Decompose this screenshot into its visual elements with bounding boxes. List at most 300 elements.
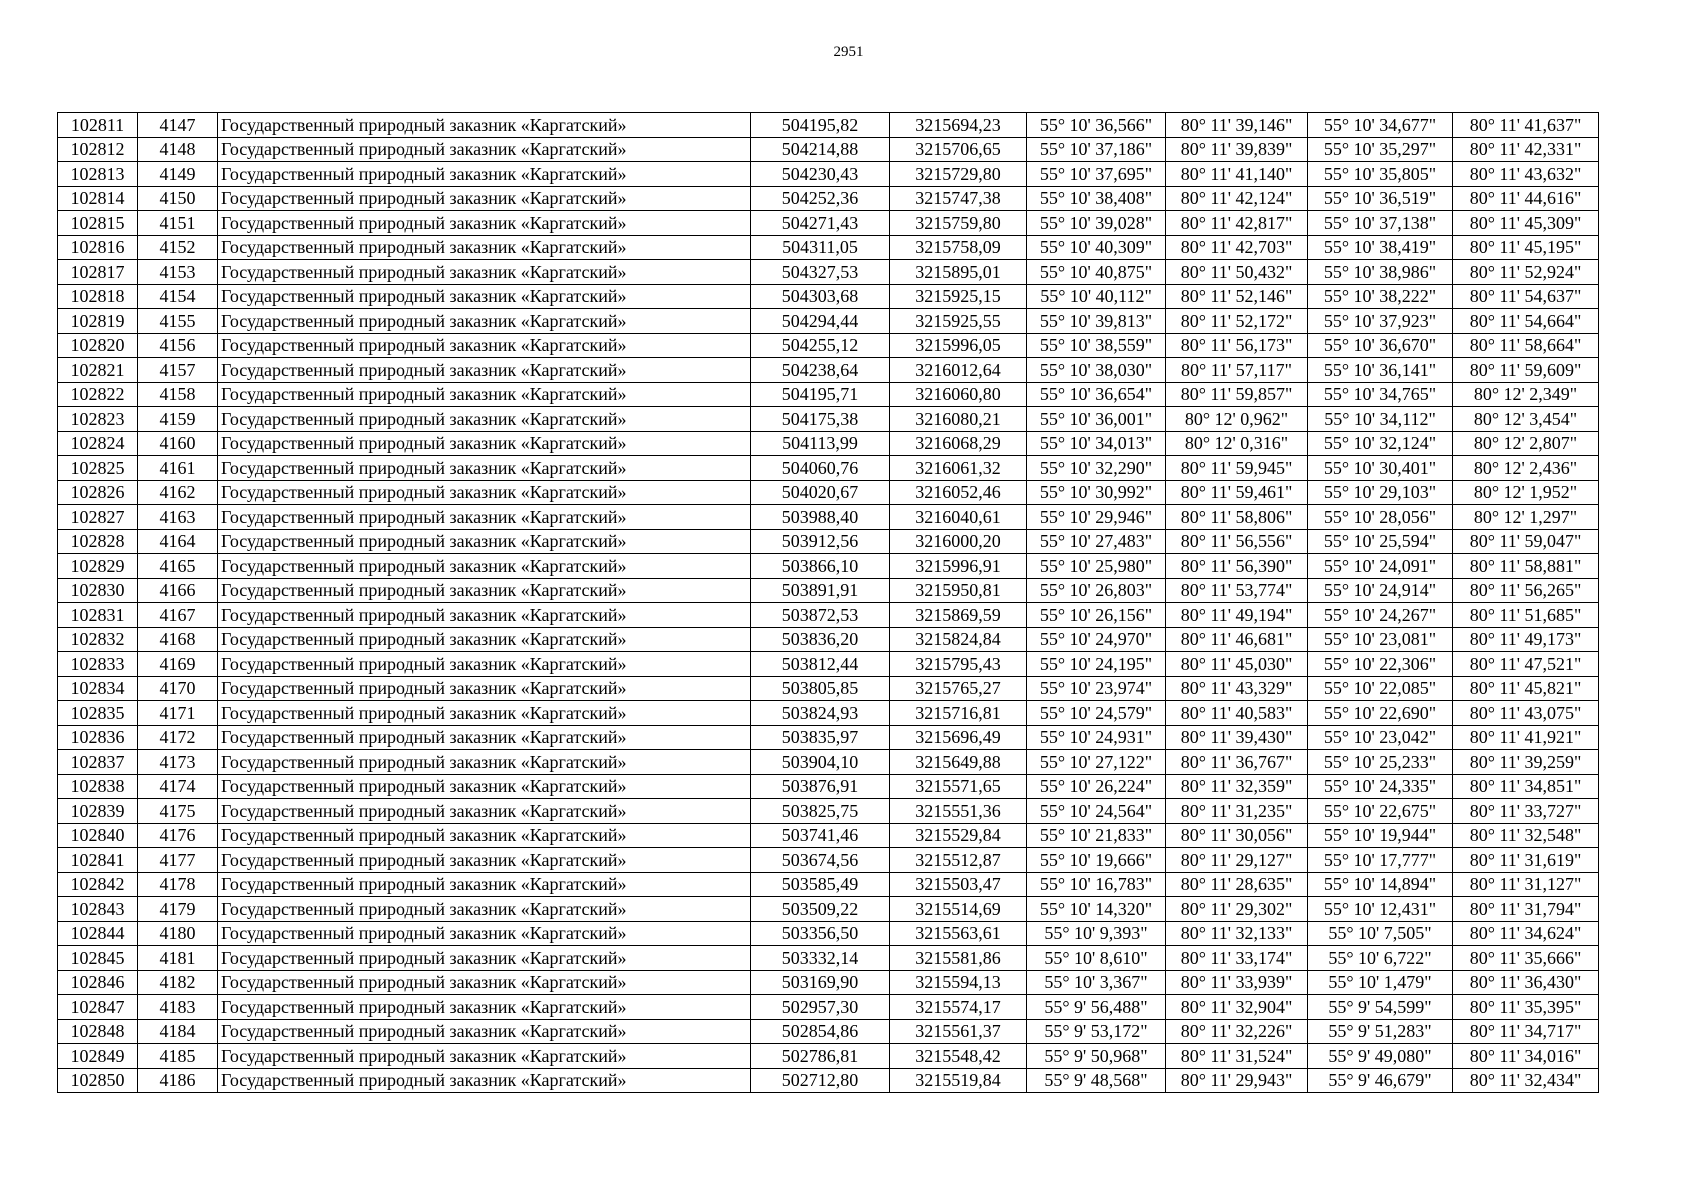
point-number-cell: 4177 [138,848,218,873]
latitude-2-cell: 55° 10' 23,081" [1308,627,1453,652]
page-number: 2951 [833,44,864,60]
row-id-cell: 102817 [58,260,138,285]
x-coordinate-cell: 504113,99 [751,431,890,456]
point-number-cell: 4166 [138,578,218,603]
y-coordinate-cell: 3216068,29 [890,431,1027,456]
point-number-cell: 4178 [138,872,218,897]
latitude-1-cell: 55° 10' 27,122" [1027,750,1166,775]
zone-name-cell: Государственный природный заказник «Каргатский» [218,1044,751,1069]
longitude-1-cell: 80° 11' 32,904" [1166,995,1308,1020]
point-number-cell: 4150 [138,186,218,211]
latitude-2-cell: 55° 10' 24,335" [1308,774,1453,799]
table-row [58,162,1599,187]
latitude-1-cell: 55° 10' 24,579" [1027,701,1166,726]
longitude-1-cell: 80° 11' 29,127" [1166,848,1308,873]
latitude-1-cell: 55° 10' 27,483" [1027,529,1166,554]
row-id-cell: 102837 [58,750,138,775]
latitude-2-cell: 55° 10' 6,722" [1308,946,1453,971]
row-id-cell: 102818 [58,284,138,309]
table-row [58,578,1599,603]
y-coordinate-cell: 3215996,05 [890,333,1027,358]
point-number-cell: 4148 [138,137,218,162]
longitude-2-cell: 80° 11' 34,851" [1453,774,1599,799]
latitude-1-cell: 55° 10' 39,028" [1027,211,1166,236]
x-coordinate-cell: 503169,90 [751,970,890,995]
zone-name-cell: Государственный природный заказник «Каргатский» [218,382,751,407]
row-id-cell: 102821 [58,358,138,383]
table-row [58,1044,1599,1069]
y-coordinate-cell: 3216080,21 [890,407,1027,432]
latitude-1-cell: 55° 10' 3,367" [1027,970,1166,995]
x-coordinate-cell: 504238,64 [751,358,890,383]
y-coordinate-cell: 3215594,13 [890,970,1027,995]
point-number-cell: 4179 [138,897,218,922]
point-number-cell: 4154 [138,284,218,309]
table-row [58,505,1599,530]
longitude-2-cell: 80° 11' 39,259" [1453,750,1599,775]
y-coordinate-cell: 3215925,55 [890,309,1027,334]
longitude-2-cell: 80° 12' 1,952" [1453,480,1599,505]
latitude-2-cell: 55° 10' 35,805" [1308,162,1453,187]
x-coordinate-cell: 503824,93 [751,701,890,726]
longitude-2-cell: 80° 11' 59,047" [1453,529,1599,554]
latitude-2-cell: 55° 9' 49,080" [1308,1044,1453,1069]
longitude-1-cell: 80° 11' 59,857" [1166,382,1308,407]
point-number-cell: 4175 [138,799,218,824]
table-row [58,309,1599,334]
x-coordinate-cell: 504020,67 [751,480,890,505]
row-id-cell: 102841 [58,848,138,873]
table-row [58,872,1599,897]
x-coordinate-cell: 503835,97 [751,725,890,750]
x-coordinate-cell: 504230,43 [751,162,890,187]
point-number-cell: 4147 [138,113,218,138]
x-coordinate-cell: 503988,40 [751,505,890,530]
longitude-1-cell: 80° 11' 42,817" [1166,211,1308,236]
longitude-1-cell: 80° 11' 41,140" [1166,162,1308,187]
latitude-1-cell: 55° 10' 26,224" [1027,774,1166,799]
zone-name-cell: Государственный природный заказник «Каргатский» [218,431,751,456]
latitude-2-cell: 55° 10' 28,056" [1308,505,1453,530]
x-coordinate-cell: 503509,22 [751,897,890,922]
longitude-1-cell: 80° 11' 32,359" [1166,774,1308,799]
table-row [58,456,1599,481]
latitude-1-cell: 55° 10' 32,290" [1027,456,1166,481]
row-id-cell: 102823 [58,407,138,432]
latitude-2-cell: 55° 10' 37,138" [1308,211,1453,236]
longitude-2-cell: 80° 11' 31,127" [1453,872,1599,897]
x-coordinate-cell: 502786,81 [751,1044,890,1069]
latitude-2-cell: 55° 10' 12,431" [1308,897,1453,922]
row-id-cell: 102831 [58,603,138,628]
y-coordinate-cell: 3215895,01 [890,260,1027,285]
point-number-cell: 4173 [138,750,218,775]
x-coordinate-cell: 503805,85 [751,676,890,701]
table-row [58,897,1599,922]
longitude-1-cell: 80° 11' 56,556" [1166,529,1308,554]
latitude-2-cell: 55° 10' 25,594" [1308,529,1453,554]
point-number-cell: 4161 [138,456,218,481]
zone-name-cell: Государственный природный заказник «Каргатский» [218,848,751,873]
y-coordinate-cell: 3215574,17 [890,995,1027,1020]
y-coordinate-cell: 3215563,61 [890,921,1027,946]
point-number-cell: 4181 [138,946,218,971]
latitude-2-cell: 55° 10' 38,222" [1308,284,1453,309]
zone-name-cell: Государственный природный заказник «Каргатский» [218,554,751,579]
zone-name-cell: Государственный природный заказник «Каргатский» [218,456,751,481]
point-number-cell: 4152 [138,235,218,260]
y-coordinate-cell: 3216012,64 [890,358,1027,383]
y-coordinate-cell: 3215561,37 [890,1019,1027,1044]
y-coordinate-cell: 3215824,84 [890,627,1027,652]
longitude-1-cell: 80° 11' 53,774" [1166,578,1308,603]
x-coordinate-cell: 503812,44 [751,652,890,677]
table-row [58,603,1599,628]
longitude-2-cell: 80° 12' 1,297" [1453,505,1599,530]
y-coordinate-cell: 3215548,42 [890,1044,1027,1069]
row-id-cell: 102824 [58,431,138,456]
table-row [58,333,1599,358]
y-coordinate-cell: 3215706,65 [890,137,1027,162]
zone-name-cell: Государственный природный заказник «Каргатский» [218,309,751,334]
row-id-cell: 102844 [58,921,138,946]
longitude-2-cell: 80° 11' 51,685" [1453,603,1599,628]
zone-name-cell: Государственный природный заказник «Каргатский» [218,480,751,505]
y-coordinate-cell: 3215950,81 [890,578,1027,603]
longitude-1-cell: 80° 11' 39,839" [1166,137,1308,162]
table-row [58,848,1599,873]
longitude-1-cell: 80° 11' 39,430" [1166,725,1308,750]
row-id-cell: 102847 [58,995,138,1020]
latitude-1-cell: 55° 9' 48,568" [1027,1068,1166,1093]
latitude-1-cell: 55° 10' 40,875" [1027,260,1166,285]
latitude-1-cell: 55° 10' 36,001" [1027,407,1166,432]
point-number-cell: 4155 [138,309,218,334]
row-id-cell: 102826 [58,480,138,505]
table-body [58,113,1599,1093]
latitude-1-cell: 55° 9' 50,968" [1027,1044,1166,1069]
zone-name-cell: Государственный природный заказник «Каргатский» [218,627,751,652]
row-id-cell: 102848 [58,1019,138,1044]
longitude-1-cell: 80° 11' 32,226" [1166,1019,1308,1044]
latitude-2-cell: 55° 10' 1,479" [1308,970,1453,995]
latitude-1-cell: 55° 10' 19,666" [1027,848,1166,873]
row-id-cell: 102830 [58,578,138,603]
point-number-cell: 4168 [138,627,218,652]
y-coordinate-cell: 3215649,88 [890,750,1027,775]
latitude-2-cell: 55° 10' 24,267" [1308,603,1453,628]
longitude-2-cell: 80° 11' 54,664" [1453,309,1599,334]
latitude-1-cell: 55° 10' 36,654" [1027,382,1166,407]
longitude-1-cell: 80° 11' 46,681" [1166,627,1308,652]
longitude-1-cell: 80° 11' 57,117" [1166,358,1308,383]
latitude-2-cell: 55° 10' 38,986" [1308,260,1453,285]
y-coordinate-cell: 3215869,59 [890,603,1027,628]
latitude-2-cell: 55° 10' 34,112" [1308,407,1453,432]
latitude-1-cell: 55° 10' 40,309" [1027,235,1166,260]
point-number-cell: 4180 [138,921,218,946]
y-coordinate-cell: 3215514,69 [890,897,1027,922]
row-id-cell: 102850 [58,1068,138,1093]
point-number-cell: 4185 [138,1044,218,1069]
latitude-2-cell: 55° 10' 36,141" [1308,358,1453,383]
y-coordinate-cell: 3215551,36 [890,799,1027,824]
point-number-cell: 4151 [138,211,218,236]
longitude-2-cell: 80° 11' 31,794" [1453,897,1599,922]
latitude-2-cell: 55° 10' 30,401" [1308,456,1453,481]
table-row [58,358,1599,383]
longitude-1-cell: 80° 11' 40,583" [1166,701,1308,726]
latitude-1-cell: 55° 10' 16,783" [1027,872,1166,897]
longitude-2-cell: 80° 11' 43,632" [1453,162,1599,187]
point-number-cell: 4170 [138,676,218,701]
longitude-2-cell: 80° 11' 45,309" [1453,211,1599,236]
x-coordinate-cell: 503872,53 [751,603,890,628]
longitude-2-cell: 80° 11' 45,821" [1453,676,1599,701]
y-coordinate-cell: 3215529,84 [890,823,1027,848]
latitude-2-cell: 55° 10' 22,675" [1308,799,1453,824]
row-id-cell: 102819 [58,309,138,334]
zone-name-cell: Государственный природный заказник «Каргатский» [218,505,751,530]
table-row [58,701,1599,726]
x-coordinate-cell: 504214,88 [751,137,890,162]
longitude-2-cell: 80° 12' 2,436" [1453,456,1599,481]
table-row [58,137,1599,162]
row-id-cell: 102811 [58,113,138,138]
latitude-2-cell: 55° 10' 14,894" [1308,872,1453,897]
longitude-1-cell: 80° 11' 42,124" [1166,186,1308,211]
longitude-1-cell: 80° 11' 31,235" [1166,799,1308,824]
x-coordinate-cell: 504175,38 [751,407,890,432]
zone-name-cell: Государственный природный заказник «Каргатский» [218,137,751,162]
latitude-2-cell: 55° 10' 22,690" [1308,701,1453,726]
longitude-2-cell: 80° 11' 58,664" [1453,333,1599,358]
latitude-1-cell: 55° 10' 8,610" [1027,946,1166,971]
point-number-cell: 4149 [138,162,218,187]
zone-name-cell: Государственный природный заказник «Каргатский» [218,897,751,922]
latitude-2-cell: 55° 10' 22,085" [1308,676,1453,701]
zone-name-cell: Государственный природный заказник «Каргатский» [218,529,751,554]
row-id-cell: 102820 [58,333,138,358]
row-id-cell: 102832 [58,627,138,652]
point-number-cell: 4186 [138,1068,218,1093]
latitude-2-cell: 55° 10' 32,124" [1308,431,1453,456]
latitude-1-cell: 55° 10' 26,156" [1027,603,1166,628]
zone-name-cell: Государственный природный заказник «Каргатский» [218,774,751,799]
latitude-1-cell: 55° 9' 56,488" [1027,995,1166,1020]
table-row [58,186,1599,211]
table-row [58,260,1599,285]
table-row [58,725,1599,750]
x-coordinate-cell: 504327,53 [751,260,890,285]
longitude-1-cell: 80° 11' 42,703" [1166,235,1308,260]
zone-name-cell: Государственный природный заказник «Каргатский» [218,652,751,677]
longitude-2-cell: 80° 11' 54,637" [1453,284,1599,309]
row-id-cell: 102836 [58,725,138,750]
point-number-cell: 4162 [138,480,218,505]
table-row [58,799,1599,824]
latitude-1-cell: 55° 10' 14,320" [1027,897,1166,922]
latitude-2-cell: 55° 10' 23,042" [1308,725,1453,750]
x-coordinate-cell: 503356,50 [751,921,890,946]
longitude-1-cell: 80° 11' 45,030" [1166,652,1308,677]
latitude-1-cell: 55° 10' 21,833" [1027,823,1166,848]
row-id-cell: 102812 [58,137,138,162]
longitude-2-cell: 80° 11' 44,616" [1453,186,1599,211]
longitude-2-cell: 80° 12' 3,454" [1453,407,1599,432]
point-number-cell: 4158 [138,382,218,407]
latitude-1-cell: 55° 10' 34,013" [1027,431,1166,456]
latitude-2-cell: 55° 10' 19,944" [1308,823,1453,848]
y-coordinate-cell: 3215519,84 [890,1068,1027,1093]
x-coordinate-cell: 504195,71 [751,382,890,407]
latitude-1-cell: 55° 10' 37,695" [1027,162,1166,187]
longitude-2-cell: 80° 11' 34,624" [1453,921,1599,946]
latitude-1-cell: 55° 10' 24,195" [1027,652,1166,677]
row-id-cell: 102833 [58,652,138,677]
zone-name-cell: Государственный природный заказник «Каргатский» [218,823,751,848]
longitude-1-cell: 80° 11' 33,939" [1166,970,1308,995]
longitude-2-cell: 80° 11' 32,548" [1453,823,1599,848]
point-number-cell: 4156 [138,333,218,358]
point-number-cell: 4159 [138,407,218,432]
row-id-cell: 102846 [58,970,138,995]
table-row [58,407,1599,432]
zone-name-cell: Государственный природный заказник «Каргатский» [218,946,751,971]
table-row [58,284,1599,309]
latitude-2-cell: 55° 10' 29,103" [1308,480,1453,505]
row-id-cell: 102814 [58,186,138,211]
table-row [58,382,1599,407]
point-number-cell: 4183 [138,995,218,1020]
x-coordinate-cell: 503585,49 [751,872,890,897]
zone-name-cell: Государственный природный заказник «Каргатский» [218,725,751,750]
y-coordinate-cell: 3215758,09 [890,235,1027,260]
table-row [58,823,1599,848]
x-coordinate-cell: 504195,82 [751,113,890,138]
y-coordinate-cell: 3215795,43 [890,652,1027,677]
longitude-1-cell: 80° 11' 32,133" [1166,921,1308,946]
row-id-cell: 102834 [58,676,138,701]
y-coordinate-cell: 3215729,80 [890,162,1027,187]
longitude-2-cell: 80° 11' 35,395" [1453,995,1599,1020]
longitude-2-cell: 80° 12' 2,349" [1453,382,1599,407]
latitude-2-cell: 55° 10' 38,419" [1308,235,1453,260]
latitude-2-cell: 55° 10' 7,505" [1308,921,1453,946]
row-id-cell: 102825 [58,456,138,481]
x-coordinate-cell: 504271,43 [751,211,890,236]
longitude-1-cell: 80° 11' 59,461" [1166,480,1308,505]
table-row [58,750,1599,775]
latitude-2-cell: 55° 10' 24,914" [1308,578,1453,603]
y-coordinate-cell: 3215512,87 [890,848,1027,873]
y-coordinate-cell: 3216000,20 [890,529,1027,554]
zone-name-cell: Государственный природный заказник «Каргатский» [218,1068,751,1093]
zone-name-cell: Государственный природный заказник «Каргатский» [218,211,751,236]
longitude-1-cell: 80° 11' 58,806" [1166,505,1308,530]
longitude-1-cell: 80° 11' 56,390" [1166,554,1308,579]
row-id-cell: 102813 [58,162,138,187]
latitude-2-cell: 55° 9' 46,679" [1308,1068,1453,1093]
y-coordinate-cell: 3215759,80 [890,211,1027,236]
latitude-2-cell: 55° 10' 36,670" [1308,333,1453,358]
longitude-1-cell: 80° 11' 56,173" [1166,333,1308,358]
table-row [58,529,1599,554]
latitude-2-cell: 55° 10' 22,306" [1308,652,1453,677]
row-id-cell: 102829 [58,554,138,579]
longitude-1-cell: 80° 11' 29,302" [1166,897,1308,922]
latitude-1-cell: 55° 9' 53,172" [1027,1019,1166,1044]
x-coordinate-cell: 503912,56 [751,529,890,554]
zone-name-cell: Государственный природный заказник «Каргатский» [218,113,751,138]
latitude-1-cell: 55° 10' 24,931" [1027,725,1166,750]
zone-name-cell: Государственный природный заказник «Каргатский» [218,358,751,383]
zone-name-cell: Государственный природный заказник «Каргатский» [218,333,751,358]
y-coordinate-cell: 3215581,86 [890,946,1027,971]
latitude-1-cell: 55° 10' 23,974" [1027,676,1166,701]
longitude-2-cell: 80° 11' 52,924" [1453,260,1599,285]
point-number-cell: 4157 [138,358,218,383]
point-number-cell: 4163 [138,505,218,530]
zone-name-cell: Государственный природный заказник «Каргатский» [218,872,751,897]
y-coordinate-cell: 3216061,32 [890,456,1027,481]
x-coordinate-cell: 503674,56 [751,848,890,873]
latitude-1-cell: 55° 10' 38,030" [1027,358,1166,383]
longitude-2-cell: 80° 11' 49,173" [1453,627,1599,652]
row-id-cell: 102839 [58,799,138,824]
longitude-1-cell: 80° 11' 52,172" [1166,309,1308,334]
zone-name-cell: Государственный природный заказник «Каргатский» [218,578,751,603]
point-number-cell: 4174 [138,774,218,799]
longitude-1-cell: 80° 11' 59,945" [1166,456,1308,481]
zone-name-cell: Государственный природный заказник «Каргатский» [218,921,751,946]
latitude-2-cell: 55° 10' 36,519" [1308,186,1453,211]
latitude-2-cell: 55° 10' 34,677" [1308,113,1453,138]
longitude-1-cell: 80° 11' 31,524" [1166,1044,1308,1069]
latitude-1-cell: 55° 10' 9,393" [1027,921,1166,946]
x-coordinate-cell: 503904,10 [751,750,890,775]
latitude-2-cell: 55° 10' 24,091" [1308,554,1453,579]
zone-name-cell: Государственный природный заказник «Каргатский» [218,799,751,824]
table-row [58,970,1599,995]
longitude-1-cell: 80° 11' 30,056" [1166,823,1308,848]
point-number-cell: 4184 [138,1019,218,1044]
latitude-2-cell: 55° 10' 34,765" [1308,382,1453,407]
latitude-1-cell: 55° 10' 29,946" [1027,505,1166,530]
y-coordinate-cell: 3215503,47 [890,872,1027,897]
longitude-1-cell: 80° 11' 50,432" [1166,260,1308,285]
x-coordinate-cell: 503866,10 [751,554,890,579]
longitude-2-cell: 80° 11' 42,331" [1453,137,1599,162]
latitude-2-cell: 55° 10' 35,297" [1308,137,1453,162]
longitude-2-cell: 80° 11' 31,619" [1453,848,1599,873]
longitude-1-cell: 80° 11' 36,767" [1166,750,1308,775]
longitude-1-cell: 80° 11' 33,174" [1166,946,1308,971]
latitude-1-cell: 55° 10' 39,813" [1027,309,1166,334]
longitude-2-cell: 80° 11' 43,075" [1453,701,1599,726]
point-number-cell: 4153 [138,260,218,285]
y-coordinate-cell: 3215925,15 [890,284,1027,309]
y-coordinate-cell: 3215747,38 [890,186,1027,211]
x-coordinate-cell: 503825,75 [751,799,890,824]
longitude-2-cell: 80° 11' 56,265" [1453,578,1599,603]
x-coordinate-cell: 504252,36 [751,186,890,211]
y-coordinate-cell: 3215716,81 [890,701,1027,726]
point-number-cell: 4182 [138,970,218,995]
x-coordinate-cell: 503332,14 [751,946,890,971]
longitude-2-cell: 80° 11' 47,521" [1453,652,1599,677]
y-coordinate-cell: 3216060,80 [890,382,1027,407]
